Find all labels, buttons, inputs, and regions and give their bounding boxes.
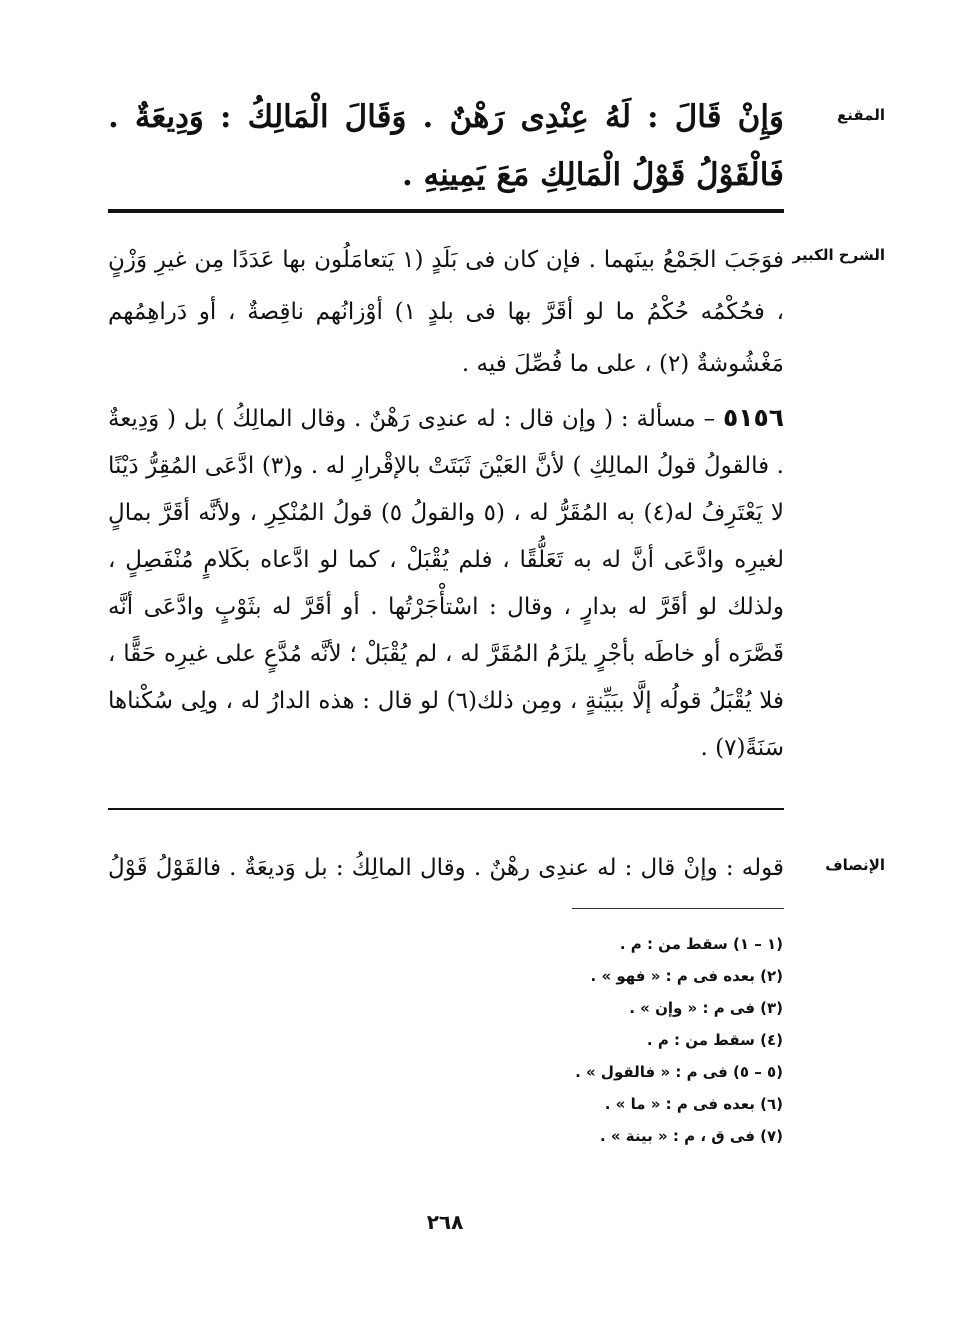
footnote-item: (١ – ١) سقط من : م .	[619, 935, 783, 953]
footnote-item: (٧) فى ق ، م : « بينة » .	[599, 1127, 783, 1145]
insaf-label: الإنصاف	[825, 856, 885, 874]
footnote-divider	[572, 908, 784, 909]
masala-number: ٥١٥٦	[722, 403, 784, 432]
sharh-label: الشرح الكبير	[792, 246, 885, 264]
footnote-item: (٤) سقط من : م .	[646, 1031, 783, 1049]
masala-paragraph	[108, 394, 784, 772]
section-divider-thick	[108, 209, 784, 213]
insaf-text: قوله : وإنْ قال : له عندِى رهْنٌ . وقال المالِكُ : بل وَديعَةٌ . فالقَوْلُ قَوْلُ	[108, 855, 784, 881]
page-number: ٢٦٨	[426, 1210, 464, 1234]
footnote-item: (٥ – ٥) فى م : « فالقول » .	[575, 1063, 783, 1081]
footnote-item: (٣) فى م : « وإن » .	[629, 999, 783, 1017]
footnote-item: (٢) بعده فى م : « فهو » .	[590, 967, 783, 985]
masala-body: – مسألة : ( وإن قال : له عندِى رَهْنٌ . وقال المالِكُ ) بل ( وَدِيعةٌ . فالقولُ قولُ المالِكِ ) لأنَّ العَيْنَ ثَبَتَتْ بالإقْرارِ له . و(٣) ادَّعَى المُقِرُّ دَيْنًا لا يَعْتَرِفُ له(٤) به المُقَرُّ له ، (٥ والقولُ ٥) قولُ المُنْكِرِ ، ولأنَّه أقَرَّ بمالٍ لغيرِه وادَّعَى أنَّ له به تَعَلُّقًا ، فلم يُقْبَلْ ، كما لو ادَّعاه بكَلامٍ مُنْفَصِلٍ ، ولذلك لو أقَرَّ له بدارٍ ، وقال : اسْتأْجَرْتُها . أو أقَرَّ له بثَوْبٍ وادَّعَى أنَّه قَصَّرَه أو خاطَه بأجْرٍ يلزَمُ المُقَرَّ له ، لم يُقْبَلْ ؛ لأنَّه مُدَّعٍ على غيرِه حَقًّا ، فلا يُقْبَلُ قولُه إلَّا ببَيِّنةٍ ، ومِن ذلك(٦) لو قال : هذه الدارُ له ، ولِى سُكْناها سَنَةً(٧) .	[108, 406, 784, 761]
muqni-text: وَإِنْ قَالَ : لَهُ عِنْدِى رَهْنٌ . وَقَالَ الْمَالِكُ : وَدِيعَةٌ . فَالْقَوْلُ قَوْلُ الْمَالِكِ مَعَ يَمِينِهِ .	[108, 99, 784, 193]
sharh-paragraph: فوَجَبَ الجَمْعُ بينَهما . فإن كان فى بَلَدٍ (١ يَتعامَلُون بها عَدَدًا مِن غيرِ وَزْنٍ ، فحُكْمُه حُكْمُ ما لو أقَرَّ بها فى بلدٍ ١) أوْزانُهم ناقِصةٌ ، أو دَراهِمُهم مَغْشُوشةٌ (٢) ، على ما فُصِّلَ فيه .	[108, 247, 784, 377]
footnotes-list	[463, 928, 783, 1152]
section-divider-thin	[108, 808, 784, 810]
footnote-item: (٦) بعده فى م : « ما » .	[604, 1095, 783, 1113]
muqni-label: المقنع	[837, 106, 885, 124]
